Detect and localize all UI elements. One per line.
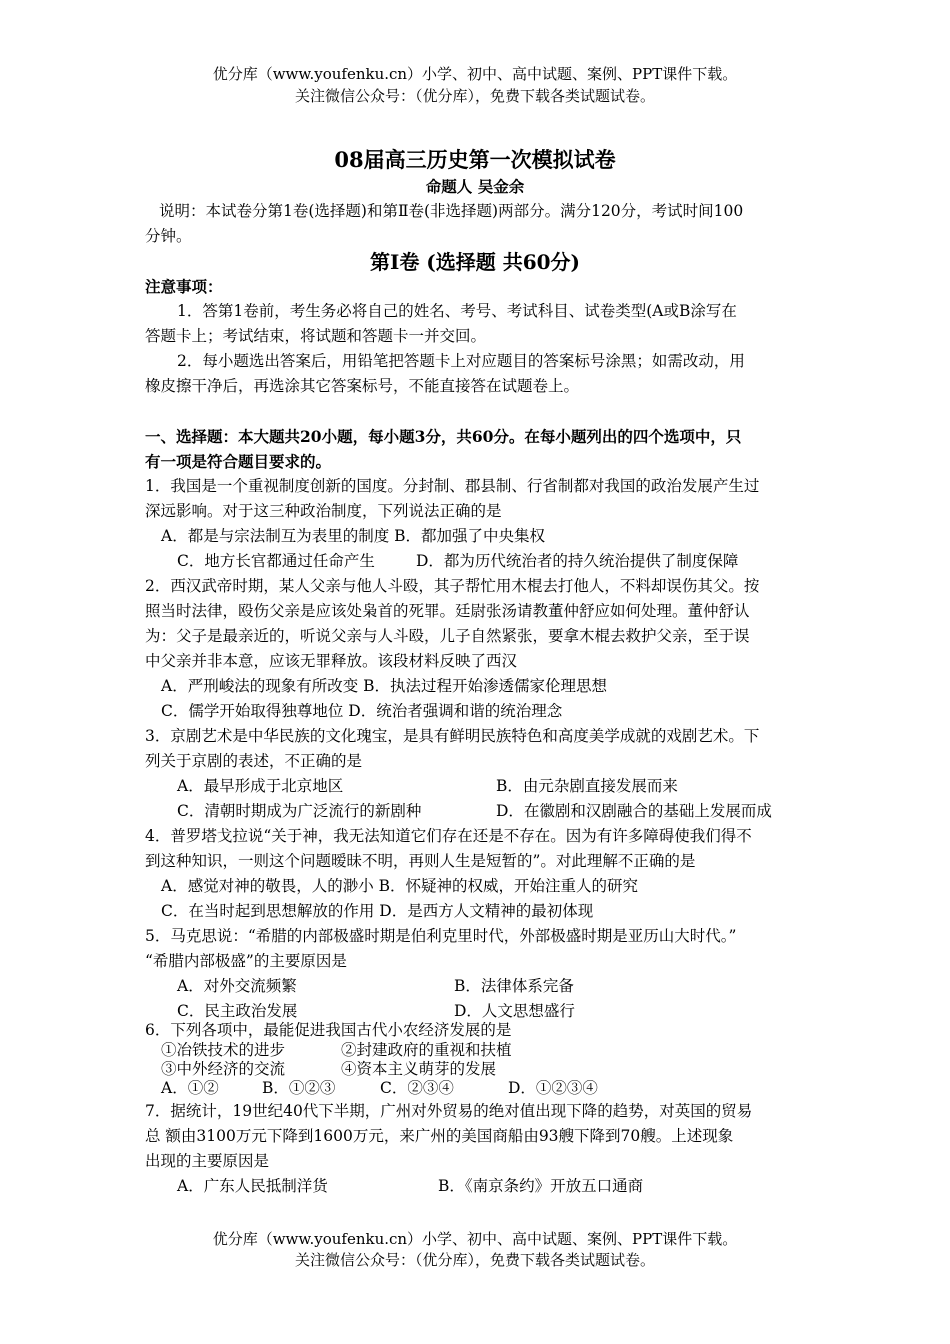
notice-2-line-2: 橡皮擦干净后，再选涂其它答案标号，不能直接答在试题卷上。 — [145, 377, 580, 395]
q5-line-2: “希腊内部极盛”的主要原因是 — [145, 952, 347, 970]
q1-line-2: 深远影响。对于这三种政治制度，下列说法正确的是 — [145, 502, 502, 520]
q6-option-a: A．①② — [161, 1079, 219, 1097]
q6-item-1: ①冶铁技术的进步 — [161, 1041, 286, 1059]
q6-option-d: D．①②③④ — [508, 1079, 598, 1097]
q7-line-2: 总 额由3100万元下降到1600万元，来广州的美国商船由93艘下降到70艘。上述现象 — [145, 1127, 734, 1145]
exam-title: 08届高三历史第一次模拟试卷 — [334, 147, 616, 172]
q6-option-c: C．②③④ — [380, 1079, 454, 1097]
note-line-2: 分钟。 — [145, 227, 192, 245]
section-1-heading-line-2: 有一项是符合题目要求的。 — [145, 452, 332, 471]
q7-line-3: 出现的主要原因是 — [145, 1152, 270, 1170]
footer-line-1: 优分库（www.youfenku.cn）小学、初中、高中试题、案例、PPT课件下载。 — [212, 1230, 738, 1248]
notice-label: 注意事项： — [145, 277, 223, 296]
notice-1-line-1: 1．答第1卷前，考生务必将自己的姓名、考号、考试科目、试卷类型(A或B涂写在 — [177, 302, 737, 320]
q7-option-a: A．广东人民抵制洋货 — [177, 1177, 328, 1195]
q4-line-1: 4．普罗塔戈拉说“关于神，我无法知道它们存在还是不存在。因为有许多障碍使我们得不 — [145, 827, 752, 845]
q4-options-cd: C．在当时起到思想解放的作用 D．是西方人文精神的最初体现 — [161, 902, 594, 920]
q2-options-cd: C．儒学开始取得独尊地位 D．统治者强调和谐的统治理念 — [161, 702, 563, 720]
q5-option-d: D．人文思想盛行 — [454, 1002, 575, 1020]
q5-option-b: B．法律体系完备 — [454, 977, 574, 995]
q3-option-c: C．清朝时期成为广泛流行的新剧种 — [177, 802, 422, 820]
q2-options-ab: A．严刑峻法的现象有所改变 B．执法过程开始渗透儒家伦理思想 — [161, 677, 608, 695]
q6-option-b: B．①②③ — [262, 1079, 336, 1097]
header-line-2: 关注微信公众号：（优分库），免费下载各类试题试卷。 — [294, 87, 655, 105]
q5-line-1: 5．马克思说：“希腊的内部极盛时期是伯利克里时代，外部极盛时期是亚历山大时代。” — [145, 927, 737, 945]
section-1-heading-line-1: 一、选择题：本大题共20小题，每小题3分，共60分。在每小题列出的四个选项中，只 — [145, 427, 742, 446]
footer-line-2: 关注微信公众号：（优分库），免费下载各类试题试卷。 — [294, 1251, 655, 1269]
q5-option-a: A．对外交流频繁 — [177, 977, 297, 995]
q2-line-1: 2．西汉武帝时期，某人父亲与他人斗殴，其子帮忙用木棍去打他人，不料却误伤其父。按 — [145, 577, 760, 595]
q3-option-a: A．最早形成于北京地区 — [177, 777, 344, 795]
q4-options-ab: A．感觉对神的敬畏，人的渺小 B．怀疑神的权威，开始注重人的研究 — [161, 877, 639, 895]
q6-line-1: 6．下列各项中，最能促进我国古代小农经济发展的是 — [145, 1021, 512, 1039]
q7-option-b: B．《南京条约》开放五口通商 — [438, 1177, 644, 1195]
q1-line-1: 1．我国是一个重视制度创新的国度。分封制、郡县制、行省制都对我国的政治发展产生过 — [145, 477, 760, 495]
q6-item-4: ④资本主义萌芽的发展 — [341, 1060, 497, 1078]
notice-1-line-2: 答题卡上；考试结束，将试题和答题卡一并交回。 — [145, 327, 487, 345]
q4-line-2: 到这种知识，一则这个问题暧昧不明，再则人生是短暂的”。对此理解不正确的是 — [145, 852, 696, 870]
q6-item-2: ②封建政府的重视和扶植 — [341, 1041, 512, 1059]
q2-line-4: 中父亲并非本意，应该无罪释放。该段材料反映了西汉 — [145, 652, 518, 670]
q2-line-2: 照当时法律，殴伤父亲是应该处枭首的死罪。廷尉张汤请教董仲舒应如何处理。董仲舒认 — [145, 602, 750, 620]
q3-line-1: 3．京剧艺术是中华民族的文化瑰宝，是具有鲜明民族特色和高度美学成就的戏剧艺术。下 — [145, 727, 760, 745]
q6-item-3: ③中外经济的交流 — [161, 1060, 286, 1078]
q1-option-d: D．都为历代统治者的持久统治提供了制度保障 — [416, 552, 739, 570]
note-line-1: 说明：本试卷分第1卷(选择题)和第Ⅱ卷(非选择题)两部分。满分120分，考试时间100 — [159, 202, 744, 220]
author-line: 命题人 吴金余 — [425, 177, 525, 196]
q1-option-c: C．地方长官都通过任命产生 — [177, 552, 375, 570]
part1-title: 第Ⅰ卷 (选择题 共60分) — [369, 250, 581, 274]
q3-option-d: D．在徽剧和汉剧融合的基础上发展而成 — [496, 802, 772, 820]
q7-line-1: 7．据统计，19世纪40代下半期，广州对外贸易的绝对值出现下降的趋势，对英国的贸易 — [145, 1102, 753, 1120]
q3-line-2: 列关于京剧的表述，不正确的是 — [145, 752, 363, 770]
notice-2-line-1: 2．每小题选出答案后，用铅笔把答题卡上对应题目的答案标号涂黑；如需改动，用 — [177, 352, 745, 370]
q1-options-ab: A．都是与宗法制互为表里的制度 B．都加强了中央集权 — [161, 527, 546, 545]
q5-option-c: C．民主政治发展 — [177, 1002, 298, 1020]
q2-line-3: 为：父子是最亲近的，听说父亲与人斗殴，儿子自然紧张，要拿木棍去救护父亲，至于误 — [145, 627, 750, 645]
q3-option-b: B．由元杂剧直接发展而来 — [496, 777, 678, 795]
header-line-1: 优分库（www.youfenku.cn）小学、初中、高中试题、案例、PPT课件下载。 — [212, 65, 738, 83]
